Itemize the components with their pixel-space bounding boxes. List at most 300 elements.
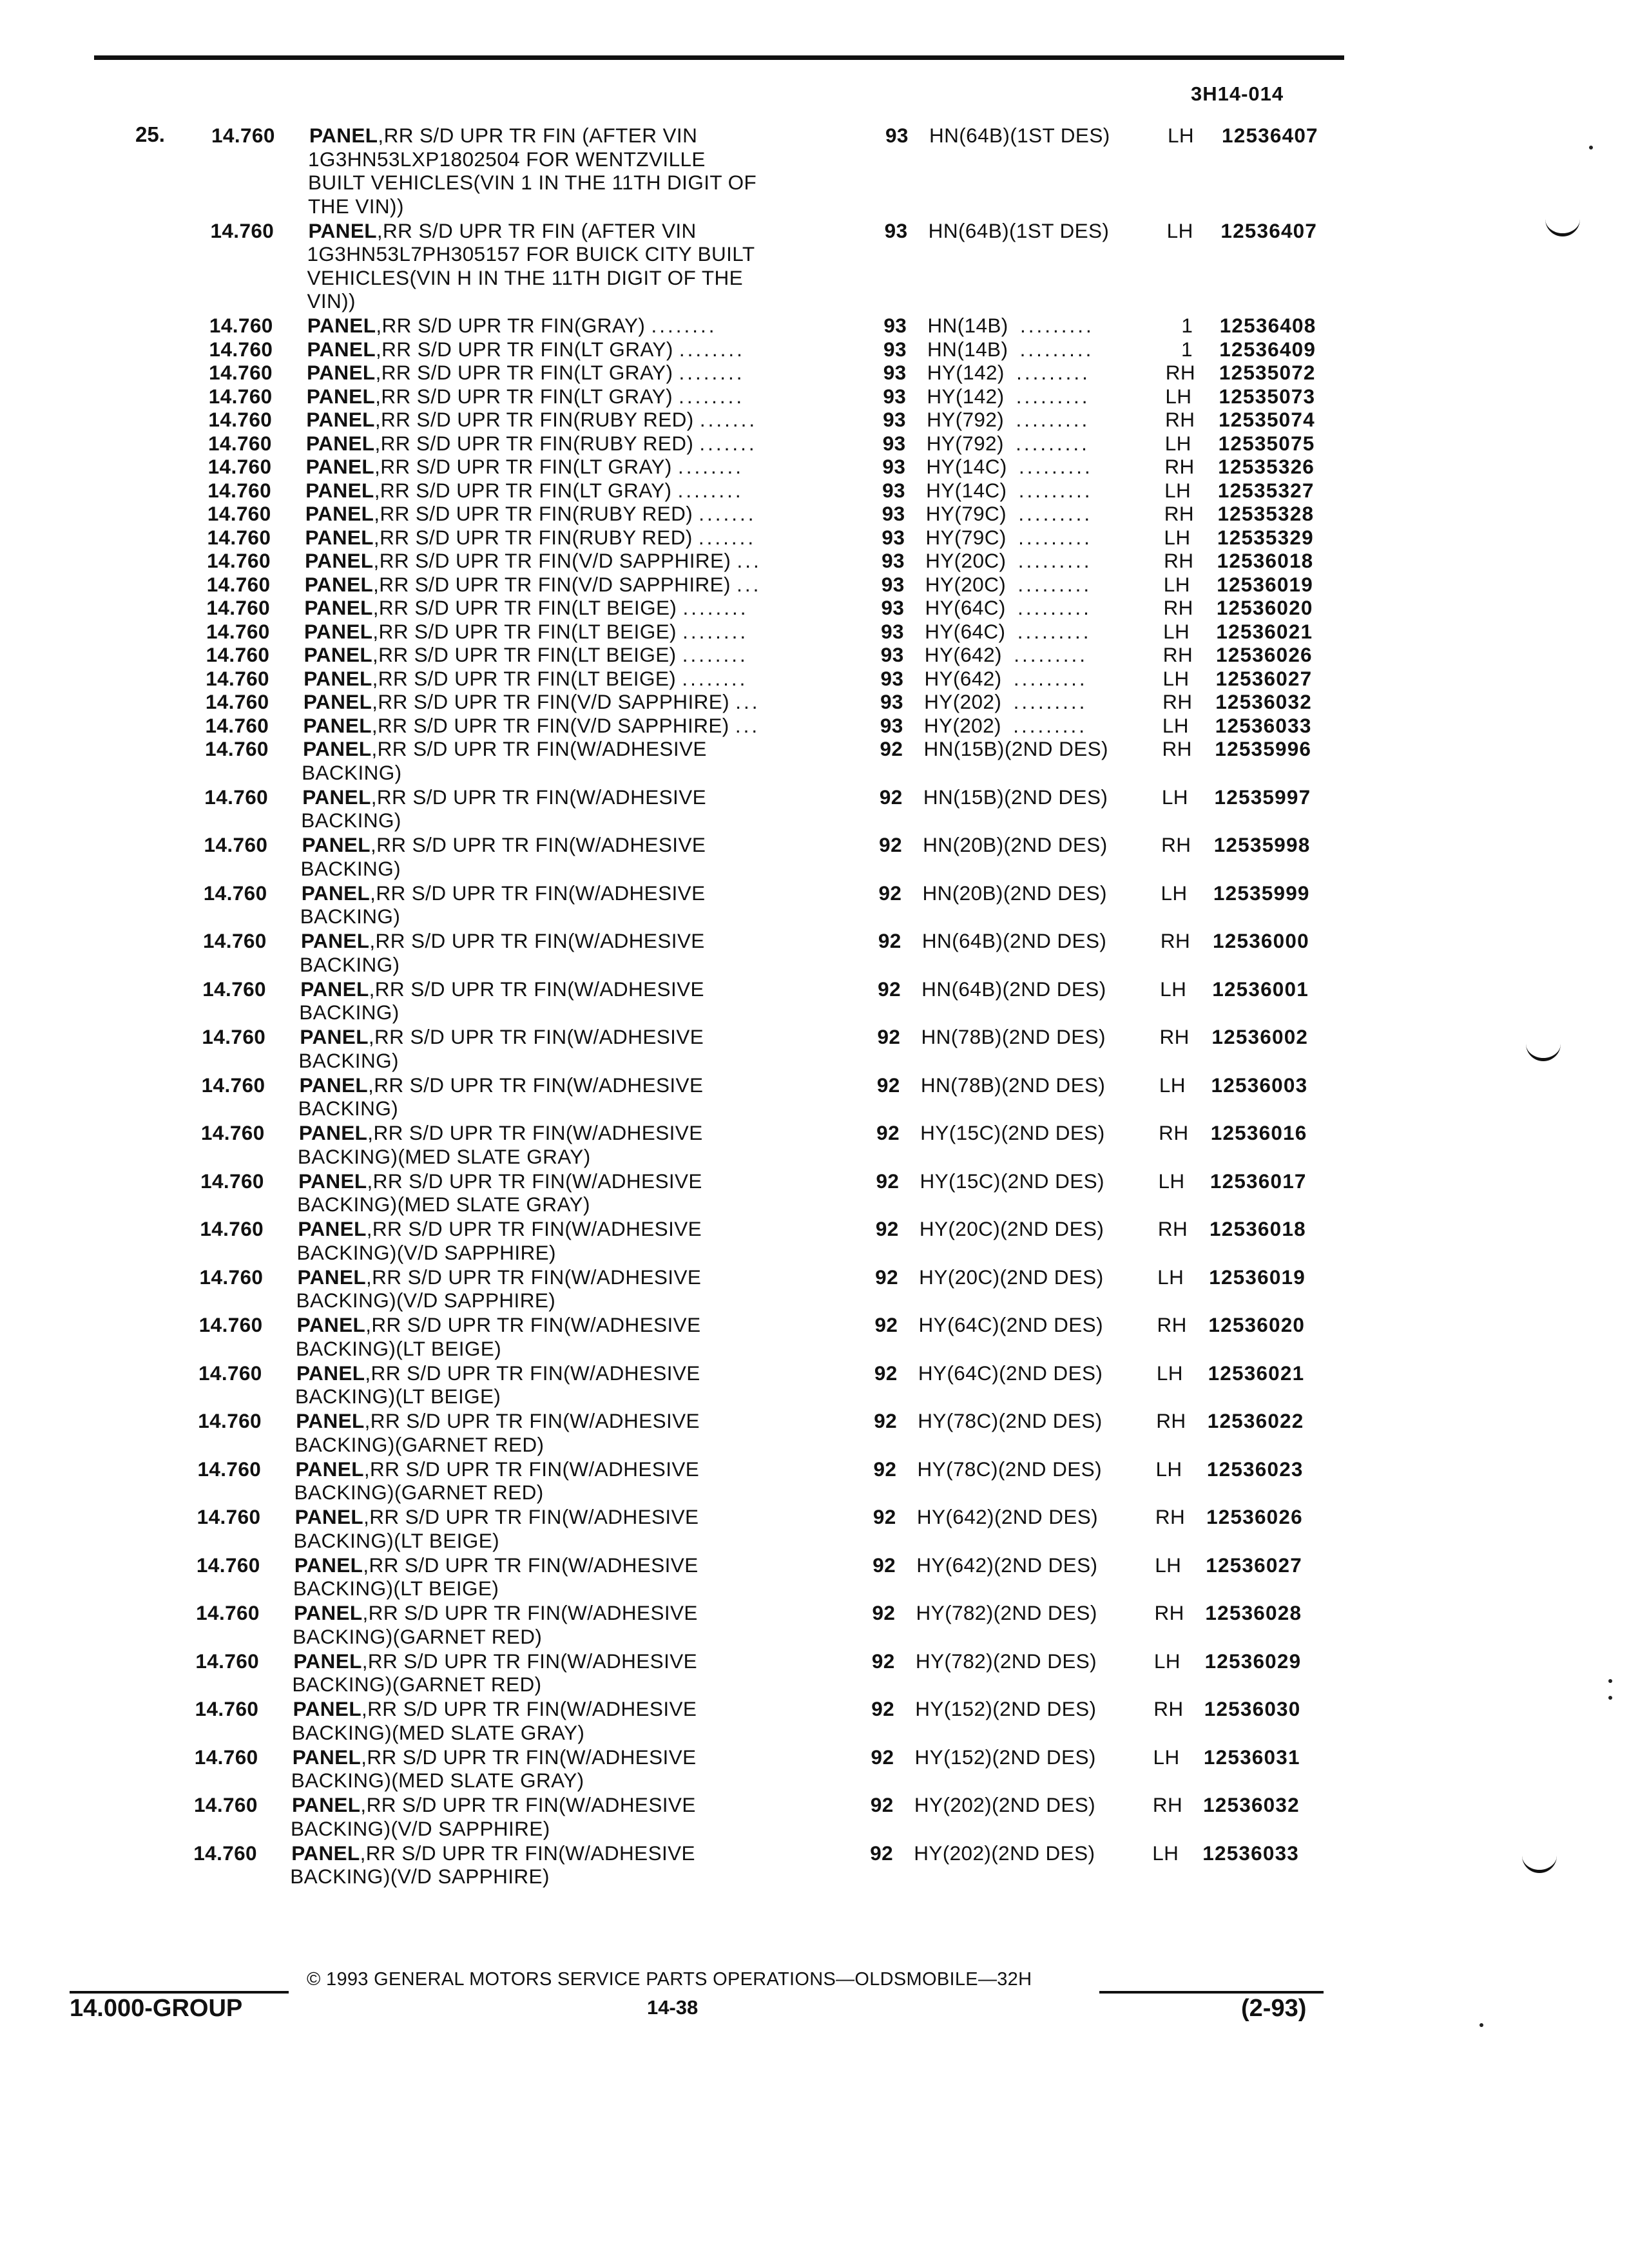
body-style (926, 455, 1092, 479)
description-line (296, 1361, 700, 1385)
body-style-code: HN(64B)(1ST DES) (928, 218, 1110, 242)
description-text: ,RR S/D UPR TR FIN(V/D SAPPHIRE) (373, 572, 731, 596)
side-or-qty: RH (1157, 1217, 1188, 1240)
description-line (293, 1745, 697, 1769)
part-number: 12536407 (1222, 124, 1318, 147)
part-number: 12535327 (1217, 478, 1315, 502)
dot-leader: ....... (699, 408, 758, 431)
description-line (292, 1793, 696, 1817)
description-line (305, 502, 757, 526)
description-line: THE VIN)) (308, 194, 404, 218)
body-style-code: HY(792) (926, 431, 1004, 455)
body-style-code: HN(64B)(1ST DES) (929, 124, 1110, 147)
description-text: ,RR S/D UPR TR FIN(W/ADHESIVE (366, 1217, 702, 1240)
dot-leader: ......... (1013, 666, 1088, 690)
part-number: 12536026 (1206, 1505, 1303, 1528)
part-keyword: PANEL (305, 478, 374, 502)
part-number: 12536023 (1206, 1457, 1304, 1481)
description-line (296, 1409, 700, 1433)
model-year: 92 (871, 1649, 895, 1673)
part-description (300, 1073, 704, 1120)
group-number: 14.760 (204, 833, 268, 856)
side-or-qty: LH (1153, 1745, 1180, 1769)
description-line (300, 1025, 704, 1049)
part-number: 12536032 (1203, 1793, 1300, 1816)
part-number: 12536028 (1205, 1601, 1302, 1624)
body-style (924, 737, 1108, 761)
model-year: 93 (882, 502, 905, 525)
part-number: 12536033 (1215, 713, 1312, 737)
body-style (918, 1361, 1103, 1385)
side-or-qty: LH (1166, 218, 1193, 242)
model-year: 92 (874, 1361, 898, 1385)
side-or-qty: LH (1159, 1073, 1186, 1097)
part-number: 12535075 (1218, 431, 1315, 455)
description-text: ,RR S/D UPR TR FIN(W/ADHESIVE (361, 1649, 698, 1673)
side-or-qty: 1 (1181, 314, 1193, 337)
scan-speck (1480, 2023, 1483, 2027)
dot-leader: ......... (1016, 361, 1090, 384)
description-line (305, 549, 762, 573)
description-text: ,RR S/D UPR TR FIN(W/ADHESIVE (371, 785, 707, 809)
part-description (306, 432, 757, 456)
part-number: 12535326 (1218, 455, 1315, 478)
part-description (305, 526, 757, 550)
part-number: 12536020 (1216, 596, 1313, 619)
body-style-code: HY(202)(2ND DES) (914, 1793, 1096, 1816)
body-style (915, 1745, 1096, 1769)
part-number: 12536026 (1216, 643, 1313, 666)
model-year: 92 (870, 1841, 894, 1865)
description-text: ,RR S/D UPR TR FIN(W/ADHESIVE (367, 1169, 702, 1193)
dot-leader: ......... (1020, 314, 1094, 337)
part-keyword: PANEL (306, 408, 375, 431)
dot-leader: ......... (1019, 337, 1094, 361)
part-keyword: PANEL (304, 643, 373, 666)
part-description (302, 881, 706, 928)
part-keyword: PANEL (293, 1649, 362, 1673)
description-text: ,RR S/D UPR TR FIN(W/ADHESIVE (365, 1361, 700, 1385)
side-or-qty: RH (1164, 549, 1194, 572)
model-year: 92 (871, 1697, 895, 1720)
model-year: 92 (879, 785, 903, 809)
body-style-code: HN(14B) (927, 314, 1008, 337)
part-description (304, 620, 748, 644)
dot-leader: ... (735, 690, 760, 713)
side-or-qty: RH (1159, 1121, 1189, 1144)
description-line (304, 596, 748, 620)
model-year: 92 (872, 1601, 896, 1624)
item-number: 25. (135, 122, 165, 146)
body-style-code: HY(202) (924, 690, 1002, 713)
body-style (922, 929, 1106, 953)
part-description (293, 1745, 697, 1792)
body-style-code: HY(142) (927, 361, 1005, 384)
body-style (918, 1409, 1102, 1433)
part-number: 12535329 (1217, 525, 1314, 549)
description-line (304, 690, 760, 714)
part-number: 12536022 (1207, 1409, 1304, 1432)
side-or-qty: 1 (1181, 337, 1193, 361)
group-number: 14.760 (207, 455, 272, 478)
part-description (303, 737, 707, 784)
part-description (291, 1841, 695, 1888)
group-number: 14.760 (197, 1457, 262, 1481)
description-text: ,RR S/D UPR TR FIN(RUBY RED) (374, 408, 694, 431)
description-line (302, 833, 706, 857)
group-number: 14.760 (197, 1505, 261, 1528)
body-style-code: HN(20B)(2ND DES) (923, 833, 1108, 856)
model-year: 92 (871, 1745, 894, 1769)
description-line (298, 1169, 702, 1193)
part-description (304, 690, 760, 714)
group-number: 14.760 (194, 1793, 258, 1816)
model-year: 93 (882, 431, 906, 455)
part-keyword: PANEL (296, 1361, 365, 1385)
part-number: 12535073 (1219, 384, 1316, 408)
body-style (924, 690, 1087, 714)
part-description (307, 361, 744, 385)
part-number: 12536003 (1211, 1073, 1308, 1097)
description-line: BACKING)(V/D SAPPHIRE) (291, 1816, 550, 1840)
body-style-code: HY(202)(2ND DES) (914, 1841, 1095, 1865)
part-description (296, 1361, 700, 1408)
part-number: 12536027 (1206, 1553, 1302, 1577)
binder-mark-1 (1545, 219, 1580, 236)
dot-leader: ......... (1017, 572, 1092, 596)
group-number: 14.760 (207, 502, 271, 525)
part-number: 12535999 (1213, 881, 1310, 905)
body-style-code: HY(202) (923, 713, 1001, 737)
model-year: 92 (870, 1793, 894, 1816)
description-text: ,RR S/D UPR TR FIN(W/ADHESIVE (369, 977, 704, 1001)
description-line: BACKING)(V/D SAPPHIRE) (296, 1289, 556, 1312)
description-text: ,RR S/D UPR TR FIN(RUBY RED) (374, 502, 693, 525)
body-style (927, 314, 1094, 338)
body-style (923, 833, 1107, 857)
part-number: 12535328 (1217, 502, 1315, 525)
group-number: 14.760 (206, 572, 271, 596)
model-year: 93 (880, 690, 903, 713)
scan-speck (1608, 1696, 1612, 1700)
group-number: 14.760 (206, 666, 269, 690)
side-or-qty: LH (1168, 124, 1195, 147)
description-line (306, 408, 757, 432)
body-style (920, 1169, 1104, 1193)
side-or-qty: LH (1158, 1169, 1185, 1193)
dot-leader: ........ (682, 619, 749, 643)
group-number: 14.760 (202, 929, 267, 952)
body-style (929, 124, 1110, 148)
body-style-code: HY(142) (927, 384, 1005, 408)
body-style-code: HY(20C)(2ND DES) (919, 1265, 1104, 1289)
footer-date-code: (2-93) (1241, 1995, 1307, 2022)
part-number: 12535072 (1219, 361, 1316, 384)
body-style-code: HY(642) (924, 643, 1002, 666)
model-year: 92 (872, 1553, 896, 1577)
body-style-code: HY(64C) (925, 619, 1006, 643)
group-number: 14.760 (208, 408, 273, 431)
group-number: 14.760 (208, 431, 272, 455)
part-keyword: PANEL (305, 502, 374, 525)
body-style-code: HY(64C)(2ND DES) (918, 1313, 1103, 1336)
model-year: 92 (880, 737, 903, 760)
model-year: 92 (878, 881, 902, 905)
dot-leader: ......... (1014, 643, 1088, 666)
description-text: ,RR S/D UPR TR FIN(LT GRAY) (375, 361, 673, 384)
group-number: 14.760 (193, 1841, 257, 1865)
part-keyword: PANEL (299, 1073, 369, 1097)
group-number: 14.760 (194, 1745, 258, 1769)
model-year: 93 (880, 713, 903, 737)
description-text: ,RR S/D UPR TR FIN(LT GRAY) (375, 337, 673, 361)
dot-leader: ......... (1016, 431, 1090, 455)
group-number: 14.760 (205, 690, 269, 713)
description-line: VEHICLES(VIN H IN THE 11TH DIGIT OF THE (307, 265, 744, 289)
description-line: BACKING)(GARNET RED) (294, 1481, 544, 1504)
model-year: 93 (883, 361, 907, 384)
side-or-qty: RH (1165, 361, 1195, 384)
description-line (307, 385, 744, 408)
part-description (309, 124, 757, 218)
description-line: BUILT VEHICLES(VIN 1 IN THE 11TH DIGIT OF (308, 171, 757, 194)
description-line: VIN)) (307, 289, 356, 312)
part-keyword: PANEL (294, 1601, 363, 1624)
description-text: ,RR S/D UPR TR FIN(W/ADHESIVE (365, 1313, 701, 1336)
part-number: 12536021 (1208, 1361, 1305, 1385)
part-number: 12535074 (1219, 408, 1315, 431)
part-keyword: PANEL (305, 549, 374, 572)
dot-leader: ... (737, 549, 762, 572)
part-number: 12536031 (1203, 1745, 1300, 1769)
description-text: ,RR S/D UPR TR FIN(W/ADHESIVE (368, 1025, 704, 1048)
binder-mark-3 (1522, 1856, 1557, 1873)
part-keyword: PANEL (295, 1457, 364, 1481)
model-year: 93 (882, 525, 905, 549)
side-or-qty: LH (1161, 785, 1188, 809)
group-number: 14.760 (204, 785, 269, 809)
side-or-qty: RH (1157, 1313, 1187, 1336)
part-keyword: PANEL (306, 384, 376, 408)
side-or-qty: RH (1156, 1409, 1186, 1432)
description-line (307, 361, 744, 385)
body-style-code: HY(15C)(2ND DES) (920, 1121, 1105, 1144)
side-or-qty: LH (1164, 525, 1191, 549)
part-description (292, 1793, 696, 1840)
side-or-qty: RH (1164, 455, 1195, 478)
description-line (305, 479, 743, 503)
part-number: 12536019 (1209, 1265, 1306, 1289)
side-or-qty: LH (1153, 1649, 1181, 1673)
description-line: BACKING)(MED SLATE GRAY) (297, 1193, 590, 1216)
description-line (303, 737, 707, 761)
body-style (925, 573, 1092, 597)
part-number: 12536002 (1211, 1025, 1309, 1048)
description-text: ,RR S/D UPR TR FIN(LT BEIGE) (372, 619, 677, 643)
body-style (914, 1793, 1095, 1817)
part-number: 12536030 (1204, 1697, 1301, 1720)
body-style-code: HY(782)(2ND DES) (916, 1601, 1097, 1624)
description-line (303, 714, 760, 738)
description-line (291, 1841, 695, 1865)
group-number: 14.760 (200, 1217, 264, 1240)
dot-leader: ......... (1017, 619, 1092, 643)
side-or-qty: RH (1159, 1025, 1190, 1048)
model-year: 92 (878, 977, 901, 1001)
dot-leader: ........ (679, 361, 745, 384)
body-style (916, 1601, 1097, 1625)
part-keyword: PANEL (301, 881, 371, 905)
side-or-qty: LH (1155, 1553, 1182, 1577)
description-line: BACKING)(MED SLATE GRAY) (297, 1144, 591, 1168)
part-description (305, 502, 757, 526)
model-year: 93 (881, 572, 905, 596)
body-style (927, 385, 1090, 408)
description-line (293, 1649, 697, 1673)
side-or-qty: RH (1161, 833, 1191, 856)
side-or-qty: LH (1155, 1457, 1182, 1481)
description-line: BACKING)(GARNET RED) (294, 1432, 545, 1456)
top-rule (94, 55, 1344, 60)
model-year: 93 (885, 124, 909, 147)
scan-speck (1608, 1679, 1612, 1683)
side-or-qty: LH (1165, 384, 1192, 408)
description-text: ,RR S/D UPR TR FIN(LT BEIGE) (372, 596, 677, 619)
group-number: 14.760 (196, 1553, 260, 1577)
description-text: ,RR S/D UPR TR FIN(W/ADHESIVE (367, 1121, 703, 1144)
part-keyword: PANEL (294, 1553, 363, 1577)
part-number: 12536019 (1217, 572, 1313, 596)
side-or-qty: LH (1163, 572, 1190, 596)
model-year: 93 (883, 337, 907, 361)
dot-leader: ....... (699, 502, 757, 525)
description-text: ,RR S/D UPR TR FIN(W/ADHESIVE (362, 1601, 698, 1624)
footer-rule-right (1099, 1991, 1324, 1994)
part-keyword: PANEL (302, 833, 371, 856)
part-keyword: PANEL (297, 1265, 366, 1289)
body-style-code: HY(14C) (926, 455, 1007, 478)
description-line (304, 667, 747, 691)
dot-leader: ......... (1018, 525, 1092, 549)
part-keyword: PANEL (300, 1025, 369, 1048)
side-or-qty: LH (1164, 431, 1191, 455)
part-description (294, 1553, 699, 1600)
description-line (306, 455, 744, 479)
description-text: ,RR S/D UPR TR FIN(LT GRAY) (374, 455, 672, 478)
body-style (917, 1505, 1098, 1529)
body-style-code: HY(20C)(2ND DES) (919, 1217, 1104, 1240)
body-style-code: HN(14B) (927, 337, 1008, 361)
description-line: 1G3HN53L7PH305157 FOR BUICK CITY BUILT (307, 242, 755, 265)
description-line (300, 977, 704, 1001)
dot-leader: ......... (1016, 384, 1090, 408)
description-line: BACKING) (300, 856, 401, 880)
body-style-code: HY(79C) (925, 525, 1007, 549)
group-number: 14.760 (202, 977, 266, 1001)
description-text: ,RR S/D UPR TR FIN(V/D SAPPHIRE) (373, 549, 731, 572)
description-line (307, 314, 717, 338)
side-or-qty: RH (1153, 1697, 1184, 1720)
part-keyword: PANEL (309, 124, 378, 147)
body-style (918, 1457, 1102, 1481)
description-line: BACKING) (298, 1048, 399, 1072)
group-number: 14.760 (205, 713, 269, 737)
part-keyword: PANEL (293, 1697, 361, 1720)
body-style (925, 549, 1092, 573)
part-number: 12535996 (1215, 737, 1312, 760)
description-line: BACKING) (299, 952, 400, 976)
side-or-qty: RH (1162, 737, 1192, 760)
body-style-code: HN(78B)(2ND DES) (920, 1073, 1106, 1097)
body-style-code: HN(15B)(2ND DES) (923, 737, 1108, 760)
part-keyword: PANEL (303, 737, 372, 760)
side-or-qty: RH (1165, 408, 1195, 431)
body-style-code: HN(78B)(2ND DES) (921, 1025, 1106, 1048)
dot-leader: ......... (1017, 549, 1092, 572)
part-keyword: PANEL (300, 929, 370, 952)
body-style-code: HY(14C) (926, 478, 1007, 502)
part-number: 12536018 (1217, 549, 1314, 572)
model-year: 92 (873, 1457, 897, 1481)
group-number: 14.760 (199, 1265, 264, 1289)
part-keyword: PANEL (300, 977, 369, 1001)
group-number: 14.760 (206, 619, 270, 643)
part-keyword: PANEL (307, 361, 376, 384)
part-keyword: PANEL (305, 455, 375, 478)
dot-leader: ........ (682, 643, 748, 666)
description-line (294, 1601, 698, 1625)
side-or-qty: LH (1162, 713, 1189, 737)
part-description (302, 833, 706, 880)
side-or-qty: RH (1163, 596, 1193, 619)
group-number: 14.760 (196, 1601, 260, 1624)
part-description (300, 1025, 704, 1072)
group-number: 14.760 (209, 337, 273, 361)
model-year: 93 (880, 643, 904, 666)
part-keyword: PANEL (304, 572, 374, 596)
description-text: ,RR S/D UPR TR FIN(LT BEIGE) (372, 666, 677, 690)
model-year: 92 (875, 1265, 899, 1289)
part-keyword: PANEL (298, 1217, 367, 1240)
description-line: BACKING) (298, 1097, 399, 1120)
model-year: 93 (882, 455, 906, 478)
footer-copyright: © 1993 GENERAL MOTORS SERVICE PARTS OPERATIONS—OLDSMOBILE—32H (307, 1969, 1032, 1990)
description-line: 1G3HN53LXP1802504 FOR WENTZVILLE (308, 147, 706, 171)
part-description (306, 408, 757, 432)
part-number: 12536033 (1202, 1841, 1300, 1865)
description-text: ,RR S/D UPR TR FIN (AFTER VIN (378, 124, 698, 147)
description-text: ,RR S/D UPR TR FIN(W/ADHESIVE (364, 1409, 700, 1432)
description-text: ,RR S/D UPR TR FIN(W/ADHESIVE (363, 1505, 699, 1528)
body-style (925, 620, 1091, 644)
part-description (299, 1121, 703, 1168)
part-keyword: PANEL (308, 218, 377, 242)
dot-leader: ... (737, 572, 762, 596)
body-style-code: HY(78C)(2ND DES) (918, 1409, 1103, 1432)
group-number: 14.760 (211, 124, 275, 147)
part-description (295, 1505, 699, 1552)
model-year: 93 (884, 218, 908, 242)
body-style-code: HY(642) (924, 666, 1002, 690)
part-number: 12535998 (1213, 833, 1311, 856)
part-number: 12536021 (1216, 619, 1313, 643)
part-keyword: PANEL (298, 1121, 368, 1144)
description-line (300, 1073, 704, 1097)
group-number: 14.760 (207, 478, 272, 502)
model-year: 92 (874, 1313, 898, 1336)
part-description (298, 1265, 702, 1312)
part-keyword: PANEL (296, 1409, 365, 1432)
